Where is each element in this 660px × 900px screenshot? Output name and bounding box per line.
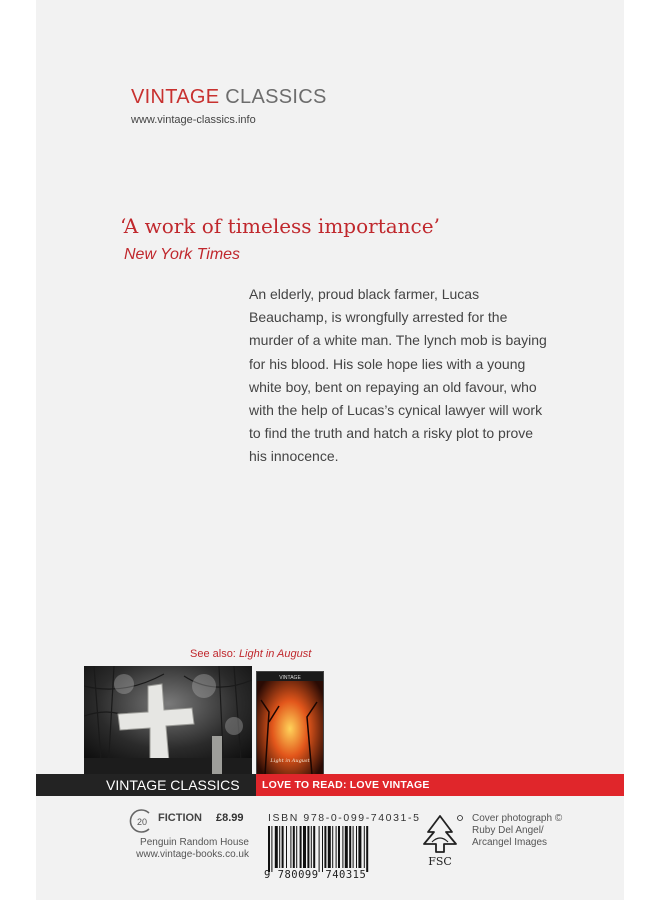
barcode-bar bbox=[319, 826, 320, 872]
see-also-title: Light in August bbox=[238, 648, 312, 660]
barcode-bar bbox=[336, 826, 337, 868]
fsc-logo bbox=[414, 812, 466, 868]
brand-vintage: VINTAGE bbox=[131, 86, 220, 108]
brand-classics: CLASSICS bbox=[225, 86, 327, 108]
barcode-bar bbox=[300, 826, 302, 868]
isbn-label: ISBN 978-0-099-74031-5 bbox=[268, 812, 421, 824]
anniversary-number: 20 bbox=[136, 817, 148, 827]
thumbnail-series: VINTAGE bbox=[279, 675, 301, 681]
credit-line-1: Cover photograph © bbox=[472, 813, 563, 824]
light-in-august-cover bbox=[257, 672, 323, 775]
barcode-bar bbox=[290, 826, 291, 868]
barcode-bar bbox=[296, 826, 297, 868]
barcode-bar bbox=[271, 826, 272, 872]
cover-credit bbox=[472, 813, 612, 849]
barcode-digits: 9 780099 740315 bbox=[264, 869, 367, 881]
barcode-bar bbox=[313, 826, 315, 868]
cross-gravestone-photo bbox=[84, 666, 252, 774]
category-label: FICTION bbox=[158, 812, 202, 824]
vintage-20-logo bbox=[128, 808, 154, 839]
see-also bbox=[190, 648, 311, 660]
thumbnail-title: Light in August bbox=[270, 758, 310, 764]
publisher-brand bbox=[131, 86, 327, 109]
publisher-info bbox=[133, 837, 249, 861]
book-blurb bbox=[249, 283, 554, 469]
blurb-text: An elderly, proud black farmer, Lucas Beauchamp, is wrongfully arrested for the murder of a white man. The lynch mob is baying for his blood. His sole hope lies with a young white boy, bent on repaying an old favour, who with the help of Lucas’s cynical lawyer will work to find the truth and hatch a risky plot to prove his innocence. bbox=[249, 286, 547, 465]
barcode-bar bbox=[286, 826, 287, 868]
barcode-bar bbox=[356, 826, 357, 868]
barcode-bar bbox=[338, 826, 340, 868]
barcode-bar bbox=[293, 826, 295, 868]
barcode-bar bbox=[345, 826, 348, 868]
see-also-prefix: See also: bbox=[190, 648, 236, 660]
cover-photograph bbox=[84, 666, 252, 774]
band-left-label: VINTAGE CLASSICS bbox=[106, 777, 240, 793]
review-source: New York Times bbox=[124, 246, 241, 263]
barcode-bar bbox=[322, 826, 323, 872]
band-vintage-classics bbox=[36, 774, 256, 796]
barcode-bar bbox=[366, 826, 368, 872]
publisher-url: www.vintage-books.co.uk bbox=[136, 849, 249, 860]
barcode-bar bbox=[328, 826, 331, 868]
barcode-bar bbox=[282, 826, 284, 868]
barcode-bar bbox=[324, 826, 326, 868]
band-love-to-read bbox=[256, 774, 624, 796]
credit-line-3: Arcangel Images bbox=[472, 837, 548, 848]
publisher-name: Penguin Random House bbox=[140, 837, 249, 848]
barcode-bar bbox=[342, 826, 343, 868]
review-quote: ‘A work of timeless importance’ bbox=[120, 214, 440, 238]
barcode-bar bbox=[307, 826, 309, 868]
price-label: £8.99 bbox=[216, 812, 244, 824]
band-right-label: LOVE TO READ: LOVE VINTAGE bbox=[262, 779, 430, 791]
barcode-bar bbox=[364, 826, 365, 868]
barcode-bar bbox=[275, 826, 278, 868]
anniversary-icon bbox=[128, 808, 154, 834]
barcode-bar bbox=[303, 826, 306, 868]
fsc-text: FSC bbox=[428, 855, 452, 868]
barcode-bar bbox=[268, 826, 270, 872]
barcode-bar bbox=[279, 826, 280, 868]
fsc-tree-icon bbox=[414, 812, 466, 868]
barcode-bar bbox=[358, 826, 361, 868]
barcode-bar bbox=[349, 826, 351, 868]
see-also-book-thumbnail bbox=[256, 671, 324, 776]
barcode bbox=[264, 826, 410, 872]
barcode-bar bbox=[311, 826, 312, 868]
barcode-bar bbox=[353, 826, 354, 868]
barcode-bar bbox=[332, 826, 333, 868]
brand-url: www.vintage-classics.info bbox=[131, 114, 256, 126]
credit-line-2: Ruby Del Angel/ bbox=[472, 825, 544, 836]
